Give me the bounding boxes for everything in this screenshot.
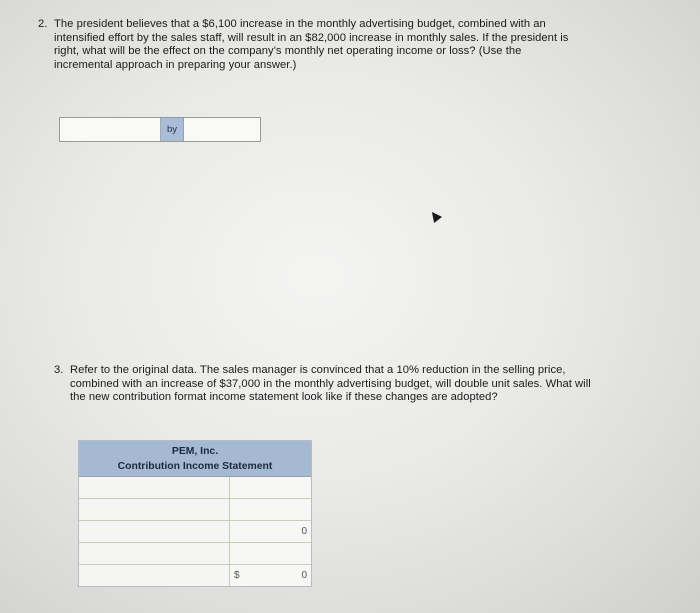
- amount-value: 0: [301, 570, 307, 581]
- q2-answer-row: [59, 117, 261, 142]
- q2-amount-input[interactable]: [184, 118, 260, 141]
- statement-amount-input[interactable]: [230, 499, 311, 520]
- statement-title: Contribution Income Statement: [117, 461, 273, 472]
- income-statement-table: [78, 440, 312, 587]
- statement-label-input[interactable]: [79, 499, 230, 520]
- statement-label-input[interactable]: [79, 477, 230, 498]
- mouse-pointer-icon: [428, 209, 442, 223]
- table-row: [79, 499, 311, 521]
- statement-label-input[interactable]: [79, 543, 230, 564]
- statement-amount-input[interactable]: [230, 477, 311, 498]
- statement-header: [79, 441, 311, 477]
- question-3-text: [70, 364, 594, 405]
- question-2-line: incremental approach in preparing your answer.): [54, 58, 297, 71]
- statement-amount-input[interactable]: [230, 521, 311, 542]
- q2-by-label: by: [161, 118, 184, 141]
- table-row: [79, 565, 311, 586]
- statement-amount-input[interactable]: [230, 565, 311, 586]
- question-2-line: The president believes that a $6,100 increase in the monthly advertising budget, combined with an: [54, 18, 546, 30]
- statement-amount-input[interactable]: [230, 543, 311, 564]
- question-3-number: 3.: [54, 364, 64, 376]
- question-2-text: [54, 18, 613, 72]
- amount-value: 0: [301, 526, 307, 537]
- statement-company: PEM, Inc.: [171, 446, 219, 457]
- question-3-line: combined with an increase of $37,000 in the monthly advertising budget, will double unit sales. What will: [70, 377, 591, 390]
- question-2-number: 2.: [38, 18, 48, 30]
- statement-label-input[interactable]: [79, 565, 230, 586]
- q2-effect-select[interactable]: [60, 118, 161, 141]
- table-row: [79, 521, 311, 543]
- currency-symbol: $: [234, 570, 240, 581]
- table-row: [79, 477, 311, 499]
- question-3-line: Refer to the original data. The sales manager is convinced that a 10% reduction in the selling price,: [70, 364, 566, 376]
- question-3: [54, 364, 594, 405]
- question-2-line: right, what will be the effect on the company's monthly net operating income or loss? (Use the: [54, 45, 522, 57]
- question-2: [38, 18, 613, 72]
- statement-label-input[interactable]: [79, 521, 230, 542]
- question-2-line: intensified effort by the sales staff, will result in an $82,000 increase in monthly sales. If the president is: [54, 31, 569, 44]
- question-3-line: the new contribution format income statement look like if these changes are adopted?: [70, 391, 498, 403]
- table-row: [79, 543, 311, 565]
